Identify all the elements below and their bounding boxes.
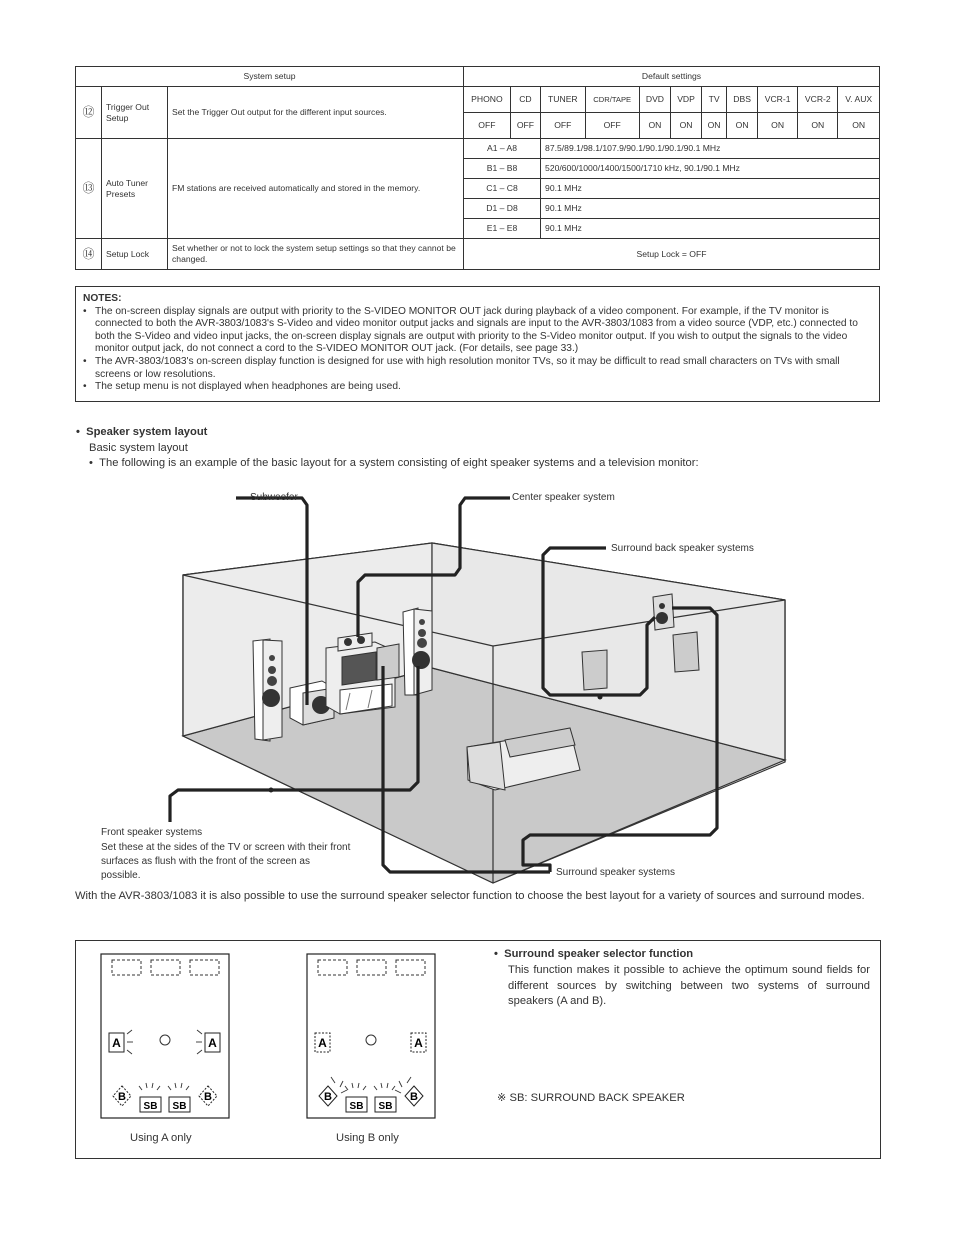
sb-footnote: ※ SB: SURROUND BACK SPEAKER bbox=[497, 1092, 685, 1104]
diagram-using-b bbox=[307, 954, 435, 1118]
preset-value: 90.1 MHz bbox=[541, 179, 880, 199]
label-surround-back: Surround back speaker systems bbox=[611, 543, 754, 554]
setting-desc-setup-lock: Set whether or not to lock the system setup settings so that they cannot be changed. bbox=[168, 239, 464, 270]
notes-title: NOTES: bbox=[83, 293, 122, 304]
setting-desc-auto-tuner: FM stations are received automatically and stored in the memory. bbox=[168, 139, 464, 239]
label-surround: Surround speaker systems bbox=[556, 867, 675, 878]
preset-value: 90.1 MHz bbox=[541, 219, 880, 239]
preset-value: 520/600/1000/1400/1500/1710 kHz, 90.1/90.1 MHz bbox=[541, 159, 880, 179]
selector-heading: Surround speaker selector function bbox=[504, 948, 694, 960]
sb-label: SB bbox=[143, 1101, 158, 1112]
layout-bullet-text: The following is an example of the basic layout for a system consisting of eight speaker systems and a television monitor: bbox=[99, 457, 699, 469]
row-number-13: ⑬ bbox=[76, 139, 102, 239]
trigger-value: ON bbox=[798, 113, 838, 139]
listener-icon bbox=[366, 1035, 376, 1045]
source-label: CDR/TAPE bbox=[585, 87, 639, 113]
speaker-a-label: A bbox=[208, 1036, 217, 1050]
setting-name-auto-tuner: Auto Tuner Presets bbox=[102, 139, 168, 239]
caption-using-a: Using A only bbox=[130, 1132, 192, 1144]
speaker-b-label: B bbox=[204, 1091, 212, 1103]
trigger-value: ON bbox=[838, 113, 880, 139]
sb-label: SB bbox=[349, 1101, 364, 1112]
row-number-14: ⑭ bbox=[76, 239, 102, 270]
trigger-value: OFF bbox=[510, 113, 540, 139]
trigger-value: ON bbox=[701, 113, 726, 139]
source-label: VCR-2 bbox=[798, 87, 838, 113]
sb-label: SB bbox=[378, 1101, 393, 1112]
preset-value: 87.5/89.1/98.1/107.9/90.1/90.1/90.1/90.1 MHz bbox=[541, 139, 880, 159]
trigger-value: ON bbox=[639, 113, 670, 139]
trigger-value: OFF bbox=[464, 113, 511, 139]
setting-name-trigger-out: Trigger Out Setup bbox=[102, 87, 168, 139]
source-label: DVD bbox=[639, 87, 670, 113]
trigger-value: OFF bbox=[585, 113, 639, 139]
preset-range: D1 – D8 bbox=[464, 199, 541, 219]
label-center-speaker: Center speaker system bbox=[512, 492, 615, 503]
selector-heading-wrap: • Surround speaker selector function bbox=[494, 948, 694, 960]
table-header-default-settings: Default settings bbox=[464, 67, 880, 87]
setup-lock-default: Setup Lock = OFF bbox=[464, 239, 880, 270]
source-label: PHONO bbox=[464, 87, 511, 113]
source-label: VDP bbox=[671, 87, 702, 113]
sb-label: SB bbox=[172, 1101, 187, 1112]
speaker-a-label: A bbox=[318, 1036, 327, 1050]
note-item: • The AVR-3803/1083's on-screen display function is designed for use with high resolution monitor TVs, so it may be difficult to read small characters on TVs with small screens or low resolutions. bbox=[95, 356, 872, 381]
table-header-system-setup: System setup bbox=[76, 67, 464, 87]
speaker-layout-heading: Speaker system layout bbox=[86, 426, 208, 438]
listener-icon bbox=[160, 1035, 170, 1045]
section-heading: • Speaker system layout bbox=[76, 426, 208, 438]
source-label: VCR-1 bbox=[758, 87, 798, 113]
source-label: CD bbox=[510, 87, 540, 113]
source-label: DBS bbox=[727, 87, 758, 113]
setting-desc-trigger-out: Set the Trigger Out output for the different input sources. bbox=[168, 87, 464, 139]
diagram-using-a bbox=[101, 954, 229, 1118]
note-item: • The setup menu is not displayed when headphones are being used. bbox=[95, 381, 872, 394]
preset-range: C1 – C8 bbox=[464, 179, 541, 199]
speaker-b-label: B bbox=[410, 1091, 418, 1103]
preset-range: B1 – B8 bbox=[464, 159, 541, 179]
speaker-b-label: B bbox=[324, 1091, 332, 1103]
speaker-a-label: A bbox=[414, 1036, 423, 1050]
trigger-value: ON bbox=[758, 113, 798, 139]
source-label: TV bbox=[701, 87, 726, 113]
trigger-value: OFF bbox=[541, 113, 586, 139]
label-front-speakers: Front speaker systems bbox=[101, 827, 203, 838]
row-number-12: ⑫ bbox=[76, 87, 102, 139]
speaker-b-label: B bbox=[118, 1091, 126, 1103]
trigger-value: ON bbox=[727, 113, 758, 139]
basic-layout-subheading: Basic system layout bbox=[89, 442, 188, 454]
selector-intro-paragraph: With the AVR-3803/1083 it is also possible to use the surround speaker selector function to choose the best layout for a variety of sources and surround modes. bbox=[75, 890, 865, 902]
preset-range: A1 – A8 bbox=[464, 139, 541, 159]
source-label: V. AUX bbox=[838, 87, 880, 113]
speaker-a-label: A bbox=[112, 1036, 121, 1050]
preset-value: 90.1 MHz bbox=[541, 199, 880, 219]
selector-description: This function makes it possible to achieve the optimum sound fields for different sources by switching between two systems of surround speakers (A and B). bbox=[508, 964, 870, 1007]
preset-range: E1 – E8 bbox=[464, 219, 541, 239]
label-front-desc: Set these at the sides of the TV or screen with their front surfaces as flush with the front of the screen as possible. bbox=[101, 842, 351, 881]
source-label: TUNER bbox=[541, 87, 586, 113]
setting-name-setup-lock: Setup Lock bbox=[102, 239, 168, 270]
layout-bullet: • The following is an example of the basic layout for a system consisting of eight speaker systems and a television monitor: bbox=[89, 457, 699, 469]
caption-using-b: Using B only bbox=[336, 1132, 399, 1144]
trigger-value: ON bbox=[671, 113, 702, 139]
note-item: • The on-screen display signals are output with priority to the S-VIDEO MONITOR OUT jack during playback of a video component. For example, if the TV monitor is connected to both the AVR-3803/1083's S-Video and video monitor output jacks and signals are input to the AVR-3803/1083 from a video source (VDP, etc.) connected to both the S-Video and video input jacks, the on-screen display signals are output with priority to the S-Video monitor output. If you wish to output the signals to the video monitor output jack, do not connect a cord to the S-VIDEO MONITOR OUT jack. (For details, see page 33.) bbox=[95, 306, 872, 356]
label-subwoofer: Subwoofer bbox=[250, 492, 298, 503]
